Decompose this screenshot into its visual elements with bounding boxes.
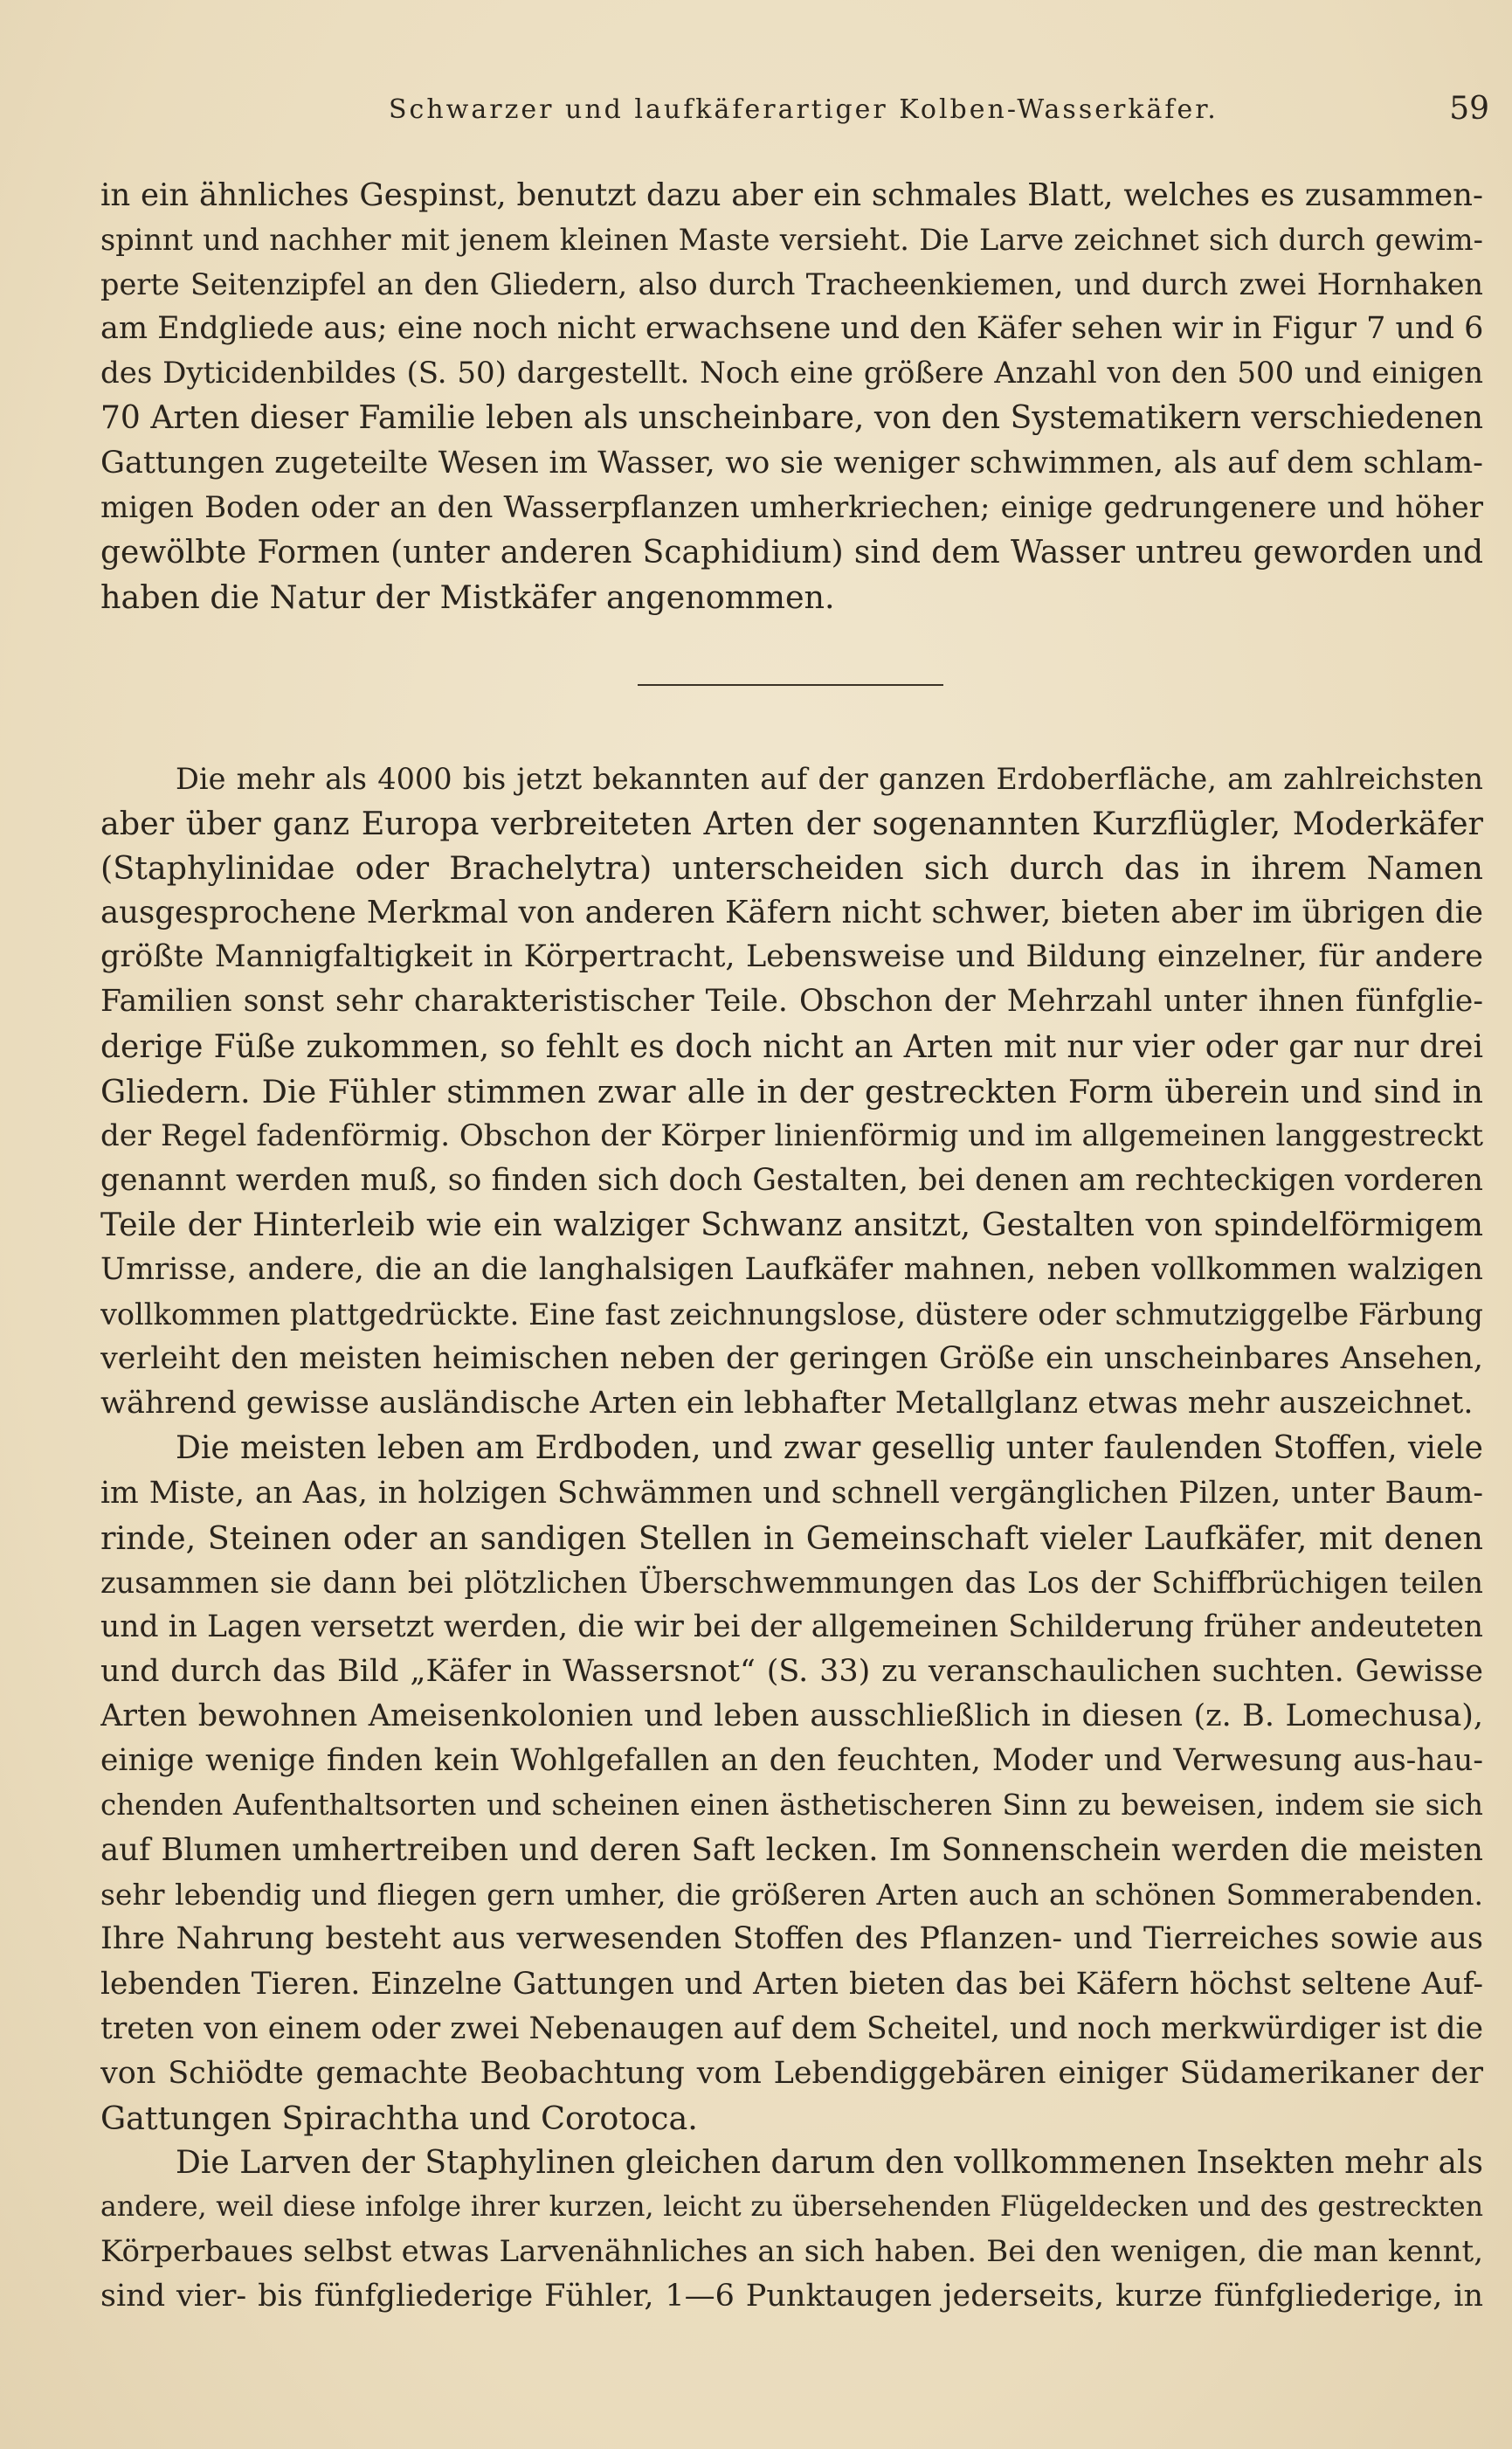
text-line: (Staphylinidae oder Brachelytra) unterscheiden sich durch das in ihrem Namen	[100, 849, 1483, 888]
text-line: Gliedern. Die Fühler stimmen zwar alle in der gestreckten Form überein und sind in	[100, 1072, 1483, 1110]
text-line: gewölbte Formen (unter anderen Scaphidium) sind dem Wasser untreu geworden und	[100, 534, 1483, 571]
text-line: Gattungen zugeteilte Wesen im Wasser, wo sie weniger schwimmen, als auf dem schlam-	[100, 445, 1483, 481]
text-line: zusammen sie dann bei plötzlichen Überschwemmungen das Los der Schiffbrüchigen teilen	[100, 1565, 1483, 1600]
text-line: im Miste, an Aas, in holzigen Schwämmen und schnell vergänglichen Pilzen, unter Baum-	[100, 1475, 1483, 1511]
text-line: der Regel fadenförmig. Obschon der Körper linienförmig und im allgemeinen langgestreckt	[100, 1117, 1483, 1153]
text-line: vollkommen plattgedrückte. Eine fast zeichnungslose, düstere oder schmutziggelbe Färbung	[100, 1297, 1483, 1332]
text-line: sind vier- bis fünfgliederige Fühler, 1—6 Punktaugen jederseits, kurze fünfgliederige, in	[100, 2279, 1483, 2314]
text-line: Körperbaues selbst etwas Larvenähnliches an sich haben. Bei den wenigen, die man kennt,	[100, 2234, 1483, 2270]
text-line: Ihre Nahrung besteht aus verwesenden Stoffen des Pflanzen- und Tierreiches sowie aus	[100, 1921, 1483, 1957]
text-line: ausgesprochene Merkmal von anderen Käfern nicht schwer, bieten aber im übrigen die	[100, 895, 1483, 931]
section-divider	[638, 684, 943, 686]
text-line: Die mehr als 4000 bis jetzt bekannten auf der ganzen Erdoberfläche, am zahlreichsten	[176, 762, 1483, 796]
text-line: rinde, Steinen oder an sandigen Stellen in Gemeinschaft vieler Laufkäfer, mit denen	[100, 1519, 1483, 1557]
text-line: Die Larven der Staphylinen gleichen darum den vollkommenen Insekten mehr als	[176, 2144, 1483, 2181]
text-line: am Endgliede aus; eine noch nicht erwachsene und den Käfer sehen wir in Figur 7 und 6	[100, 311, 1483, 347]
paragraph-continued	[100, 173, 1483, 619]
text-line: einige wenige finden kein Wohlgefallen an den feuchten, Moder und Verwesung aus-hau-	[100, 1743, 1483, 1779]
text-line: größte Mannigfaltigkeit in Körpertracht, Lebensweise und Bildung einzelner, für andere	[100, 939, 1483, 975]
text-line: Die meisten leben am Erdboden, und zwar gesellig unter faulenden Stoffen, viele	[176, 1430, 1483, 1467]
text-line: aber über ganz Europa verbreiteten Arten der sogenannten Kurzflügler, Moderkäfer	[100, 805, 1483, 843]
text-line: und in Lagen versetzt werden, die wir bei der allgemeinen Schilderung früher andeuteten	[100, 1608, 1483, 1644]
text-line: lebenden Tieren. Einzelne Gattungen und Arten bieten das bei Käfern höchst seltene Auf-	[100, 1966, 1483, 2002]
text-line: migen Boden oder an den Wasserpflanzen umherkriechen; einige gedrungenere und höher	[100, 489, 1483, 525]
text-line: chenden Aufenthaltsorten und scheinen einen ästhetischeren Sinn zu beweisen, indem sie sich	[100, 1788, 1483, 1823]
text-line: Arten bewohnen Ameisenkolonien und leben ausschließlich in diesen (z. B. Lomechusa),	[100, 1698, 1483, 1733]
text-line: derige Füße zukommen, so fehlt es doch nicht an Arten mit nur vier oder gar nur drei	[100, 1028, 1483, 1065]
text-line: des Dyticidenbildes (S. 50) dargestellt. Noch eine größere Anzahl von den 500 und einigen	[100, 356, 1483, 391]
text-line: von Schiödte gemachte Beobachtung vom Lebendiggebären einiger Südamerikaner der	[100, 2055, 1483, 2091]
text-line: genannt werden muß, so finden sich doch Gestalten, bei denen am rechteckigen vorderen	[100, 1162, 1483, 1198]
text-line: 70 Arten dieser Familie leben als unscheinbare, von den Systematikern verschiedenen	[100, 400, 1483, 437]
page-number: 59	[1449, 91, 1489, 127]
text-line: auf Blumen umhertreiben und deren Saft lecken. Im Sonnenschein werden die meisten	[100, 1832, 1483, 1869]
text-line: spinnt und nachher mit jenem kleinen Maste versieht. Die Larve zeichnet sich durch gewim-	[100, 223, 1483, 258]
running-title: Schwarzer und laufkäferartiger Kolben-Wasserkäfer.	[389, 94, 1219, 125]
text-line: andere, weil diese infolge ihrer kurzen, leicht zu übersehenden Flügeldecken und des gestreckten	[100, 2191, 1483, 2223]
text-line: in ein ähnliches Gespinst, benutzt dazu aber ein schmales Blatt, welches es zusammen-	[100, 177, 1483, 213]
page-header	[100, 91, 1489, 129]
text-line: sehr lebendig und fliegen gern umher, die größeren Arten auch an schönen Sommerabenden.	[100, 1878, 1483, 1913]
text-line: treten von einem oder zwei Nebenaugen auf dem Scheitel, und noch merkwürdiger ist die	[100, 2010, 1483, 2046]
text-line: verleiht den meisten heimischen neben der geringen Größe ein unscheinbares Ansehen,	[100, 1341, 1483, 1377]
text-line: perte Seitenzipfel an den Gliedern, also durch Tracheenkiemen, und durch zwei Hornhaken	[100, 267, 1483, 302]
text-line: während gewisse ausländische Arten ein lebhafter Metallglanz etwas mehr auszeichnet.	[100, 1386, 1474, 1422]
text-line: Teile der Hinterleib wie ein walziger Schwanz ansitzt, Gestalten von spindelförmigem	[100, 1207, 1483, 1243]
text-line: und durch das Bild „Käfer in Wassersnot“ (S. 33) zu veranschaulichen suchten. Gewisse	[100, 1653, 1483, 1689]
text-line: Umrisse, andere, die an die langhalsigen Laufkäfer mahnen, neben vollkommen walzigen	[100, 1252, 1483, 1288]
section-kurzfluegler	[100, 757, 1483, 2319]
text-line: Familien sonst sehr charakteristischer Teile. Obschon der Mehrzahl unter ihnen fünfglie-	[100, 984, 1483, 1020]
text-line: haben die Natur der Mistkäfer angenommen.	[100, 578, 835, 616]
text-line: Gattungen Spirachtha und Corotoca.	[100, 2099, 698, 2137]
